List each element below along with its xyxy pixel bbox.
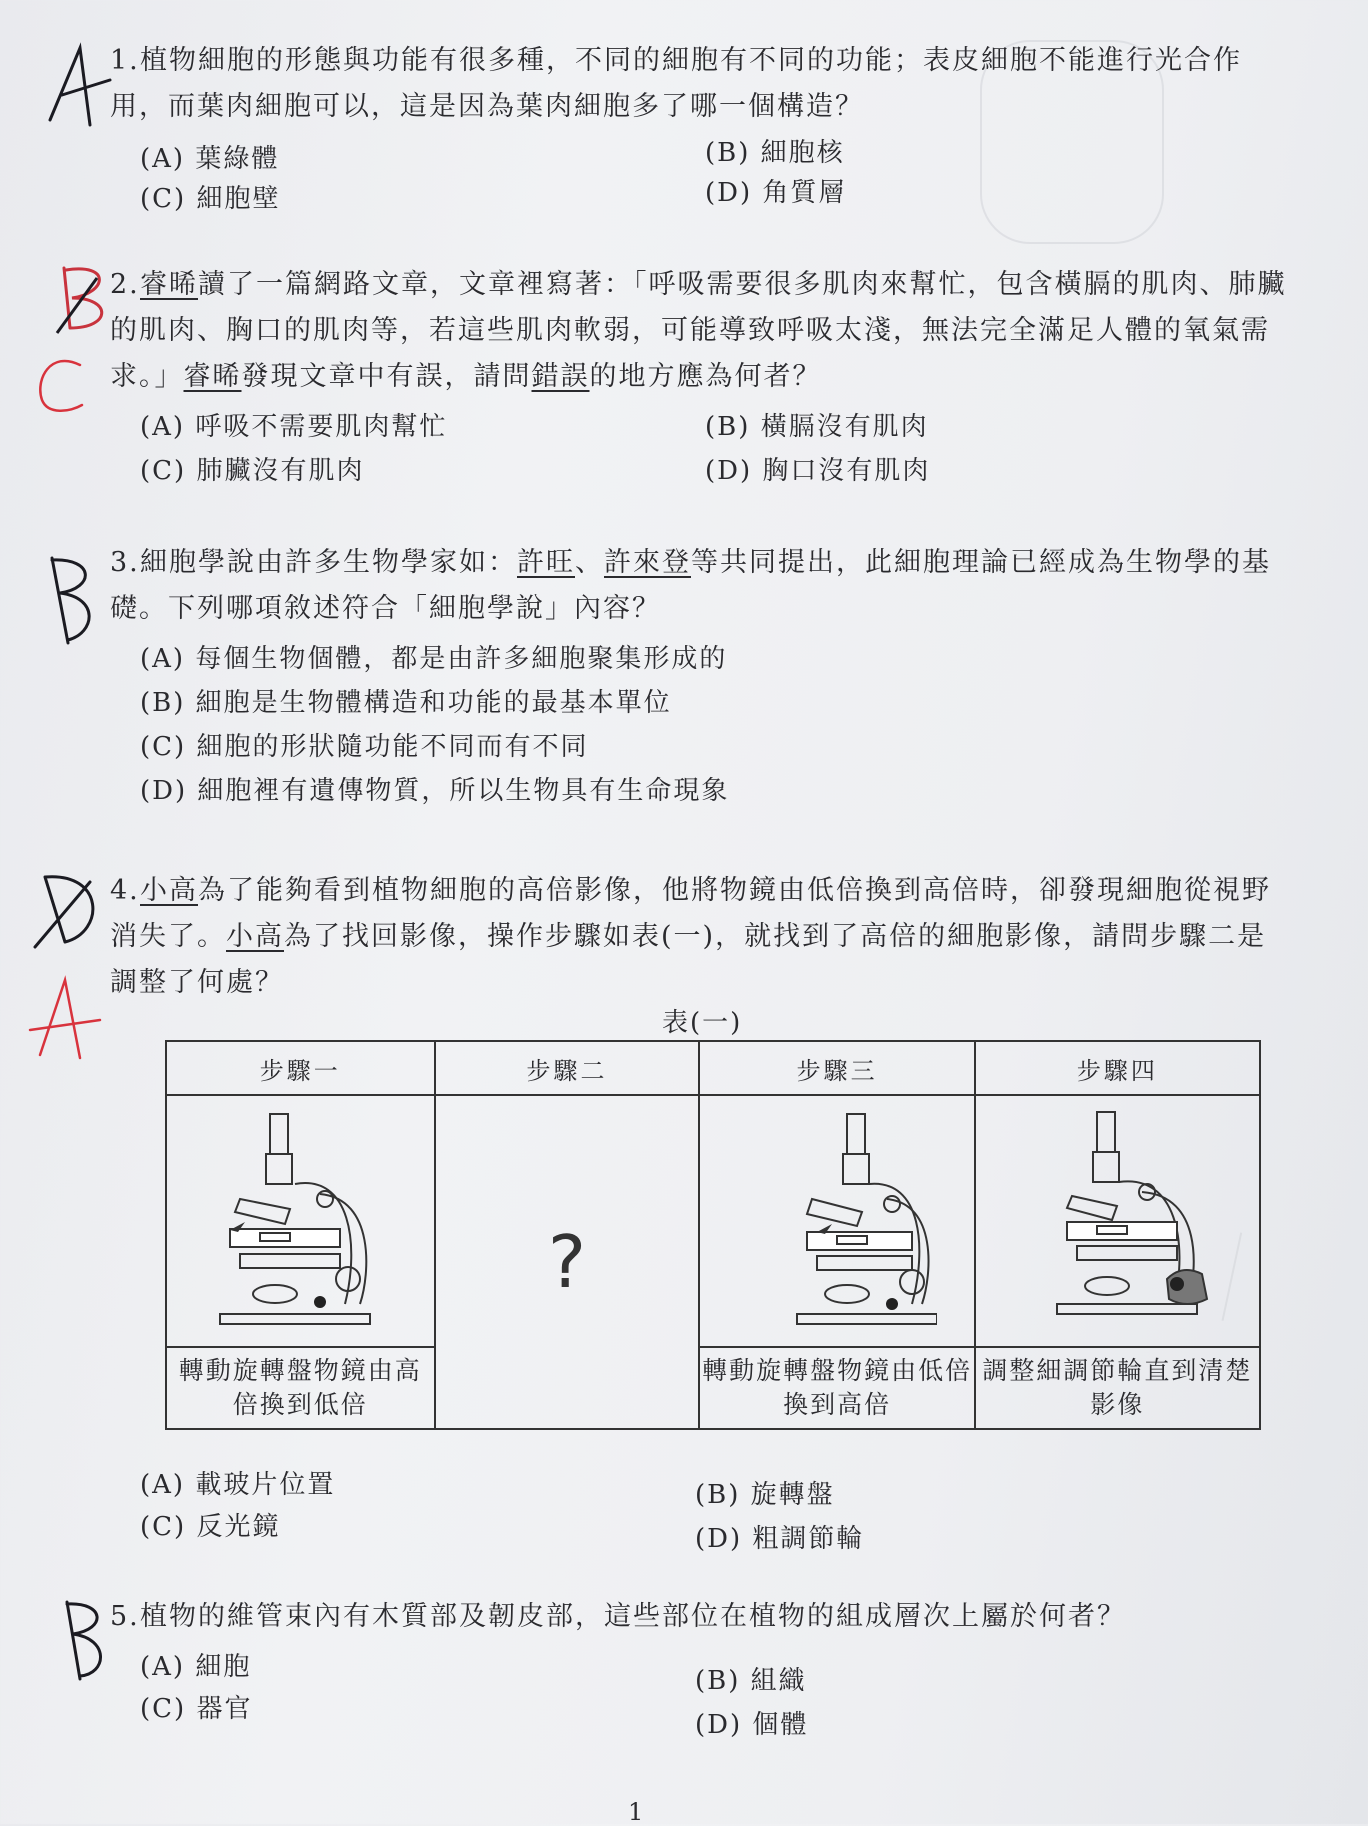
keyword-underlined: 錯誤 — [531, 361, 590, 392]
option-b[interactable]: (B) 組織 — [695, 1666, 807, 1696]
step-3-caption: 轉動旋轉盤物鏡由低倍換到高倍 — [699, 1347, 974, 1429]
options — [110, 638, 1290, 818]
microscope-illustration-1 — [166, 1095, 435, 1347]
option-d[interactable]: (D) 粗調節輪 — [695, 1524, 865, 1554]
options — [110, 138, 1290, 218]
question-3 — [110, 540, 1290, 812]
options — [110, 406, 1290, 496]
option-c[interactable]: (C) 細胞的形狀隨功能不同而有不同 — [140, 732, 589, 762]
handwritten-answer-q3 — [40, 548, 100, 648]
question-4-options — [110, 1464, 1290, 1564]
handwritten-correction-q2 — [30, 350, 90, 420]
microscope-illustration-3 — [699, 1095, 974, 1347]
option-c[interactable]: (C) 肺臟沒有肌肉 — [140, 456, 365, 486]
procedure-table — [165, 1040, 1261, 1430]
question-number: 4. — [110, 875, 140, 906]
option-a[interactable]: (A) 載玻片位置 — [140, 1470, 336, 1500]
handwritten-answer-q2 — [52, 258, 122, 338]
name-underlined: 睿晞 — [183, 361, 242, 392]
scientist-name: 許旺 — [517, 547, 575, 578]
option-c[interactable]: (C) 器官 — [140, 1694, 253, 1724]
step-1-caption: 轉動旋轉盤物鏡由高倍換到低倍 — [166, 1347, 435, 1429]
question-2 — [110, 262, 1290, 490]
microscope-icon — [1017, 1104, 1217, 1334]
option-c[interactable]: (C) 細胞壁 — [140, 184, 281, 214]
option-d[interactable]: (D) 細胞裡有遺傳物質，所以生物具有生命現象 — [140, 776, 730, 806]
option-b[interactable]: (B) 細胞是生物體構造和功能的最基本單位 — [140, 688, 672, 718]
handwritten-answer-q5 — [55, 1594, 115, 1684]
option-d[interactable]: (D) 胸口沒有肌肉 — [705, 456, 931, 486]
question-stem: 為了能夠看到植物細胞的高倍影像，他將物鏡由低倍換到高倍時，卻發現細胞從視野消失了。 — [110, 875, 1271, 952]
table-header-step-4: 步驟四 — [975, 1041, 1260, 1095]
question-1 — [110, 38, 1290, 214]
option-a[interactable]: (A) 葉綠體 — [140, 144, 280, 174]
question-number: 3. — [110, 547, 140, 578]
question-number: 1. — [110, 45, 140, 76]
question-stem: 植物的維管束內有木質部及韌皮部，這些部位在植物的組成層次上屬於何者？ — [140, 1601, 1126, 1632]
options — [110, 1646, 1290, 1746]
question-stem: 發現文章中有誤，請問 — [241, 361, 532, 392]
handwritten-answer-q4 — [30, 862, 110, 952]
table-title: 表(一) — [662, 1008, 743, 1038]
question-number-circled: 2. — [110, 269, 140, 300]
option-a[interactable]: (A) 細胞 — [140, 1652, 252, 1682]
name-underlined: 睿晞 — [140, 269, 198, 300]
microscope-illustration-4 — [975, 1095, 1260, 1347]
page-number: 1 — [628, 1798, 644, 1826]
option-a[interactable]: (A) 呼吸不需要肌肉幫忙 — [140, 412, 448, 442]
question-stem: 細胞學說由許多生物學家如： — [140, 547, 517, 578]
question-stem: 、 — [575, 547, 604, 578]
question-stem: 的地方應為何者？ — [589, 361, 822, 392]
name-underlined: 小高 — [226, 921, 284, 952]
table-header-step-1: 步驟一 — [166, 1041, 435, 1095]
microscope-icon — [737, 1104, 937, 1334]
option-b[interactable]: (B) 旋轉盤 — [695, 1480, 835, 1510]
question-number: 5. — [110, 1601, 140, 1632]
question-stem: 等共同提出，此細胞理論已經成為生物學的基礎。下列哪項敘述符合「細胞學說」內容？ — [110, 547, 1271, 624]
table-header-step-3: 步驟三 — [699, 1041, 974, 1095]
option-d[interactable]: (D) 角質層 — [705, 178, 847, 208]
scientist-name: 許來登 — [604, 547, 691, 578]
unknown-step-mark: ? — [547, 1220, 587, 1304]
handwritten-correction-q4 — [25, 970, 105, 1060]
option-b[interactable]: (B) 橫膈沒有肌肉 — [705, 412, 929, 442]
question-stem: 讀了一篇網路文章，文章裡寫著：「呼吸需要很多肌肉來幫忙，包含橫膈的肌肉、肺臟的肌肉、胸口的肌肉等，若這些肌肉軟弱，可能導致呼吸太淺，無法完全滿足人體的氧氣需求。」 — [110, 269, 1287, 392]
handwritten-answer-q1 — [40, 40, 120, 130]
option-c[interactable]: (C) 反光鏡 — [140, 1512, 281, 1542]
question-stem: 為了找回影像，操作步驟如表(一)，就找到了高倍的細胞影像，請問步驟二是調整了何處？ — [110, 921, 1267, 998]
table-header-step-2: 步驟二 — [435, 1041, 700, 1095]
name-underlined: 小高 — [140, 875, 198, 906]
option-a[interactable]: (A) 每個生物個體，都是由許多細胞聚集形成的 — [140, 644, 728, 674]
microscope-icon — [200, 1104, 400, 1334]
step-4-caption: 調整細調節輪直到清楚影像 — [975, 1347, 1260, 1429]
question-5 — [110, 1594, 1290, 1740]
option-d[interactable]: (D) 個體 — [695, 1710, 809, 1740]
question-4 — [110, 868, 1290, 1006]
step-2-unknown — [435, 1095, 700, 1429]
option-b[interactable]: (B) 細胞核 — [705, 138, 845, 168]
question-stem: 植物細胞的形態與功能有很多種，不同的細胞有不同的功能；表皮細胞不能進行光合作用，而葉肉細胞可以，這是因為葉肉細胞多了哪一個構造？ — [110, 45, 1242, 122]
